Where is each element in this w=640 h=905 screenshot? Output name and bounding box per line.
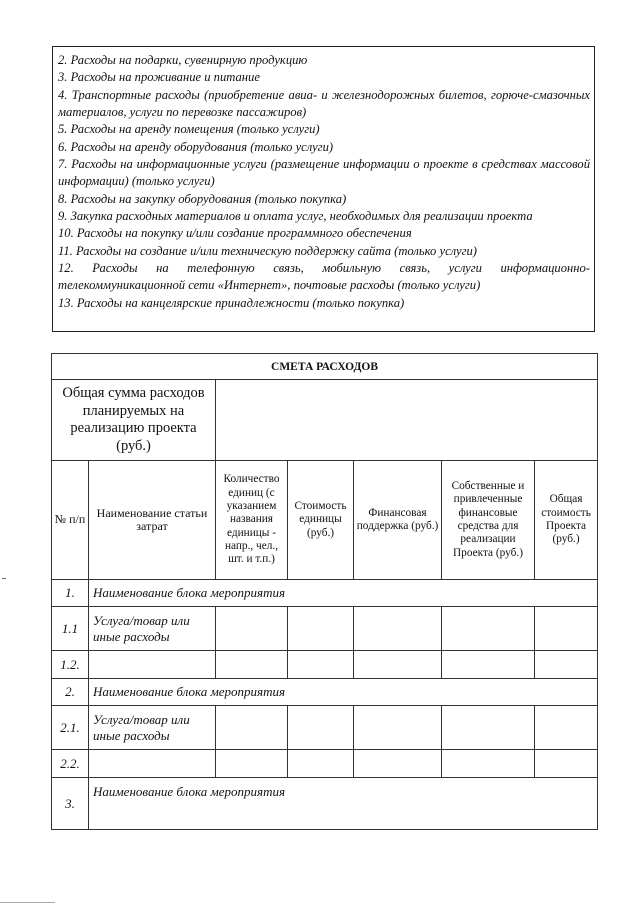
own-funds-cell[interactable] [442, 607, 535, 651]
expense-item-name[interactable]: Услуга/товар или иные расходы [89, 607, 216, 651]
expense-category-item: 5. Расходы на аренду помещения (только услуги) [58, 122, 320, 137]
financial-support-cell[interactable] [354, 750, 442, 778]
header-num: № п/п [52, 461, 89, 580]
financial-support-cell[interactable] [354, 706, 442, 750]
own-funds-cell[interactable] [442, 750, 535, 778]
row-number: 1.1 [52, 607, 89, 651]
own-funds-cell[interactable] [442, 706, 535, 750]
header-own-funds: Собственные и привлеченные финансовые средства для реализации Проекта (руб.) [442, 461, 535, 580]
header-financial-support: Финансовая поддержка (руб.) [354, 461, 442, 580]
unit-cost-cell[interactable] [288, 651, 354, 679]
block-name: Наименование блока мероприятия [89, 580, 598, 607]
header-total-cost: Общая стоимость Проекта (руб.) [535, 461, 598, 580]
total-cost-cell[interactable] [535, 607, 598, 651]
page-edge-line [0, 902, 55, 903]
table-row [52, 580, 598, 607]
expense-category-item: 4. Транспортные расходы (приобретение авиа- и железнодорожных билетов, горюче-смазочных материалов, услуги по перевозке пассажиров) [58, 87, 590, 120]
quantity-cell[interactable] [216, 750, 288, 778]
table-row [52, 651, 598, 679]
financial-support-cell[interactable] [354, 651, 442, 679]
unit-cost-cell[interactable] [288, 750, 354, 778]
total-cost-cell[interactable] [535, 706, 598, 750]
table-row [52, 679, 598, 706]
financial-support-cell[interactable] [354, 607, 442, 651]
total-sum-value-cell[interactable] [216, 380, 598, 461]
row-number: 2. [52, 679, 89, 706]
own-funds-cell[interactable] [442, 651, 535, 679]
budget-table [51, 353, 598, 830]
expense-category-item: 3. Расходы на проживание и питание [58, 70, 260, 85]
unit-cost-cell[interactable] [288, 706, 354, 750]
row-number: 2.1. [52, 706, 89, 750]
block-name: Наименование блока мероприятия [89, 679, 598, 706]
expense-item-name[interactable]: Услуга/товар или иные расходы [89, 706, 216, 750]
row-number: 1. [52, 580, 89, 607]
unit-cost-cell[interactable] [288, 607, 354, 651]
expense-category-item: 7. Расходы на информационные услуги (размещение информации о проекте в средствах массовой информации) (только услуги) [58, 157, 590, 189]
table-row [52, 706, 598, 750]
quantity-cell[interactable] [216, 706, 288, 750]
header-quantity: Количество единиц (с указанием названия единицы - напр., чел., шт. и т.п.) [216, 461, 288, 580]
expense-item-name[interactable] [89, 750, 216, 778]
quantity-cell[interactable] [216, 651, 288, 679]
expense-category-item: 9. Закупка расходных материалов и оплата услуг, необходимых для реализации проекта [58, 209, 533, 224]
block-name: Наименование блока мероприятия [89, 778, 598, 830]
expense-categories-box [52, 46, 595, 332]
quantity-cell[interactable] [216, 607, 288, 651]
table-row [52, 778, 598, 830]
expense-category-item: 10. Расходы на покупку и/или создание программного обеспечения [58, 226, 412, 241]
header-unit-cost: Стоимость единицы (руб.) [288, 461, 354, 580]
expense-category-item: 8. Расходы на закупку оборудования (только покупка) [58, 191, 347, 206]
row-number: 3. [52, 778, 89, 830]
total-sum-label: Общая сумма расходов планируемых на реализацию проекта (руб.) [52, 380, 216, 461]
expense-category-item: 2. Расходы на подарки, сувенирную продукцию [58, 53, 308, 67]
row-number: 2.2. [52, 750, 89, 778]
total-cost-cell[interactable] [535, 750, 598, 778]
margin-mark [2, 578, 6, 579]
table-row [52, 750, 598, 778]
expense-item-name[interactable] [89, 651, 216, 679]
expense-category-item: 13. Расходы на канцелярские принадлежности (только покупка) [58, 295, 405, 310]
header-name: Наименование статьи затрат [89, 461, 216, 580]
budget-title: СМЕТА РАСХОДОВ [52, 354, 598, 380]
expense-category-item: 12. Расходы на телефонную связь, мобильную связь, услуги информационно-телекоммуникационной сети «Интернет», почтовые расходы (только услуги) [58, 261, 590, 293]
row-number: 1.2. [52, 651, 89, 679]
expense-category-item: 11. Расходы на создание и/или техническую поддержку сайта (только услуги) [58, 243, 477, 258]
expense-category-item: 6. Расходы на аренду оборудования (только услуги) [58, 139, 334, 154]
table-row [52, 607, 598, 651]
total-cost-cell[interactable] [535, 651, 598, 679]
